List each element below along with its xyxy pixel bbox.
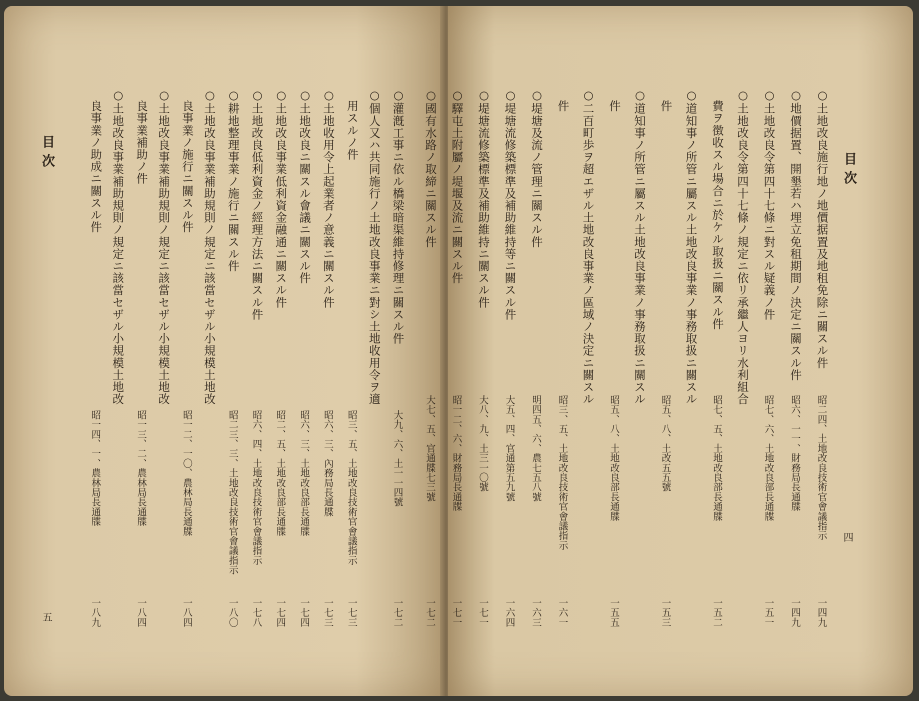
right-entry-continuation: 費ヲ徴收スル場合ニ於ケル取扱ニ關スル件 — [711, 100, 725, 330]
left-entry-page: 一七四 — [274, 598, 286, 628]
right-entry-page: 一六三 — [530, 598, 541, 628]
right-page-header: 目次 — [841, 152, 856, 190]
left-entry-title: ○土地改良事業低利資金融通ニ關スル件 — [274, 88, 289, 309]
right-entry-continuation: 件 — [659, 100, 674, 113]
right-page-number: 四 — [841, 532, 852, 543]
right-entry-title: ○道知事ノ所管ニ屬スル土地改良事業ノ事務取扱ニ關スル — [684, 88, 699, 406]
left-entry-page: 一七二 — [391, 598, 403, 628]
left-entry-page: 一八四 — [180, 598, 192, 628]
right-entry-reference: 明四五、六、農七五八號 — [530, 395, 541, 502]
right-entry-reference: 昭一二、六、財務局長通牒 — [450, 395, 462, 512]
right-entry-reference: 昭六、一一、財務局長通牒 — [789, 395, 800, 512]
right-entry-reference: 大五、四、官通第五九號 — [503, 395, 515, 502]
left-entry-reference: 昭六、三、土地改良部長通牒 — [298, 410, 310, 537]
left-entry-page: 一八九 — [89, 598, 101, 628]
right-entry-title: ○堤塘及流ノ管理ニ關スル件 — [530, 88, 544, 248]
left-entry-title: ○土地改良事業補助規則ノ規定ニ該當セザル小規模土地改 — [202, 88, 217, 406]
right-entry-page: 一六一 — [556, 598, 568, 628]
left-entry-page: 一八〇 — [226, 598, 238, 628]
right-entry-title: ○土地改良施行地ノ地價据置及地租免除ニ關スル件 — [815, 88, 830, 369]
left-entry-title: ○土地改良ニ關スル會議ニ關スル件 — [298, 88, 313, 285]
left-entry-page: 一八四 — [135, 598, 147, 628]
left-page-header: 目次 — [39, 135, 54, 173]
right-entry-page: 一七一 — [450, 598, 462, 628]
right-entry-title: ○堤塘流修築標準及補助維持等ニ關スル件 — [503, 88, 518, 321]
left-entry-title: ○灌漑工事ニ依ル橋梁暗渠維持修理ニ關スル件 — [391, 88, 406, 345]
right-entry-title: ○地價据置、開墾若ハ埋立免租期間ノ決定ニ關スル件 — [789, 88, 803, 381]
right-entry-page: 一四九 — [815, 598, 827, 628]
right-entry-reference: 昭七、五、土地改良部長通牒 — [711, 395, 722, 522]
right-entry-title: ○二百町歩ヲ超エザル土地改良事業ノ區域ノ決定ニ關スル — [581, 88, 596, 406]
right-entry-reference: 大八、九、土三一〇號 — [477, 395, 488, 492]
right-entry-page: 一五二 — [711, 598, 722, 628]
right-entry-title: ○國有水路ノ取締ニ關スル件 — [424, 88, 438, 248]
left-entry-reference: 昭一二、一〇、農林局長通牒 — [180, 410, 192, 537]
right-entry-page: 一四九 — [789, 598, 800, 628]
left-entry-reference: 昭二三、三、土地改良技術官會議指示 — [226, 410, 238, 575]
left-entry-title: ○個人又ハ共同施行ノ土地改良事業ニ對シ土地收用令ヲ適 — [367, 88, 382, 406]
left-entry-page: 一七三 — [345, 598, 357, 628]
right-entry-title: ○土地改良令第四十七條ノ規定ニ依リ承繼人ヨリ水利組合 — [736, 88, 750, 406]
right-page — [448, 6, 913, 696]
left-entry-reference: 昭一三、二、農林局長通牒 — [135, 410, 147, 527]
left-entry-continuation: 用スルノ件 — [345, 100, 360, 161]
left-entry-reference: 昭六、三、內務局長通牒 — [321, 410, 333, 517]
left-entry-continuation: 良事業ノ施行ニ關スル件 — [180, 100, 195, 234]
left-entry-reference: 大九、六、土一一四號 — [391, 410, 403, 507]
right-entry-reference: 昭三、五、土地改良技術官會議指示 — [556, 395, 568, 551]
right-entry-page: 一五三 — [659, 598, 671, 628]
right-entry-continuation: 件 — [556, 100, 571, 113]
left-entry-title: ○土地改良低利資金ノ經理方法ニ關スル件 — [250, 88, 265, 321]
left-entry-reference: 昭三、五、土地改良技術官會議指示 — [345, 410, 357, 566]
right-entry-title: ○堤塘流修築標準及補助維持ニ關スル件 — [477, 88, 491, 309]
left-entry-continuation: 良事業補助ノ件 — [135, 100, 150, 185]
right-entry-reference: 昭二四、土地改良技術官會議指示 — [815, 395, 827, 541]
left-entry-reference: 昭一四、一、農林局長通牒 — [89, 410, 101, 527]
right-entry-title: ○道知事ノ所管ニ屬スル土地改良事業ノ事務取扱ニ關スル — [633, 88, 647, 406]
left-entry-reference: 昭六、四、土地改良技術官會議指示 — [250, 410, 262, 566]
left-entry-continuation: 良事業ノ助成ニ關スル件 — [89, 100, 104, 234]
right-entry-page: 一七二 — [424, 598, 435, 628]
left-entry-page: 一七四 — [298, 598, 310, 628]
left-entry-page: 一七三 — [321, 598, 333, 628]
right-entry-page: 一七一 — [477, 598, 488, 628]
right-entry-reference: 昭七、六、土地改良部長通牒 — [762, 395, 774, 522]
left-entry-title: ○土地收用令上起業者ノ意義ニ關スル件 — [321, 88, 336, 309]
right-entry-page: 一五五 — [608, 598, 619, 628]
right-entry-title: ○驛屯土附屬ノ堤堰及流ニ關スル件 — [450, 88, 465, 285]
right-entry-title: ○土地改良令第四十七條ニ對スル疑義ノ件 — [762, 88, 777, 321]
right-entry-reference: 昭五、八、土地改良部長通牒 — [608, 395, 619, 522]
right-entry-page: 一五一 — [762, 598, 774, 628]
left-entry-title: ○土地改良事業補助規則ノ規定ニ該當セザル小規模土地改 — [111, 88, 126, 406]
right-entry-continuation: 件 — [608, 100, 622, 113]
right-entry-reference: 大七、五、官通牒七三號 — [424, 395, 435, 502]
left-entry-title: ○土地改良事業補助規則ノ規定ニ該當セザル小規模土地改 — [157, 88, 172, 406]
left-entry-title: ○耕地整理事業ノ施行ニ關スル件 — [226, 88, 241, 272]
right-entry-page: 一六四 — [503, 598, 515, 628]
left-page-number: 五 — [40, 612, 51, 623]
left-entry-page: 一七八 — [250, 598, 262, 628]
left-entry-reference: 昭二、五、土地改良部長通牒 — [274, 410, 286, 537]
right-entry-reference: 昭五、八、土改五五號 — [659, 395, 671, 492]
